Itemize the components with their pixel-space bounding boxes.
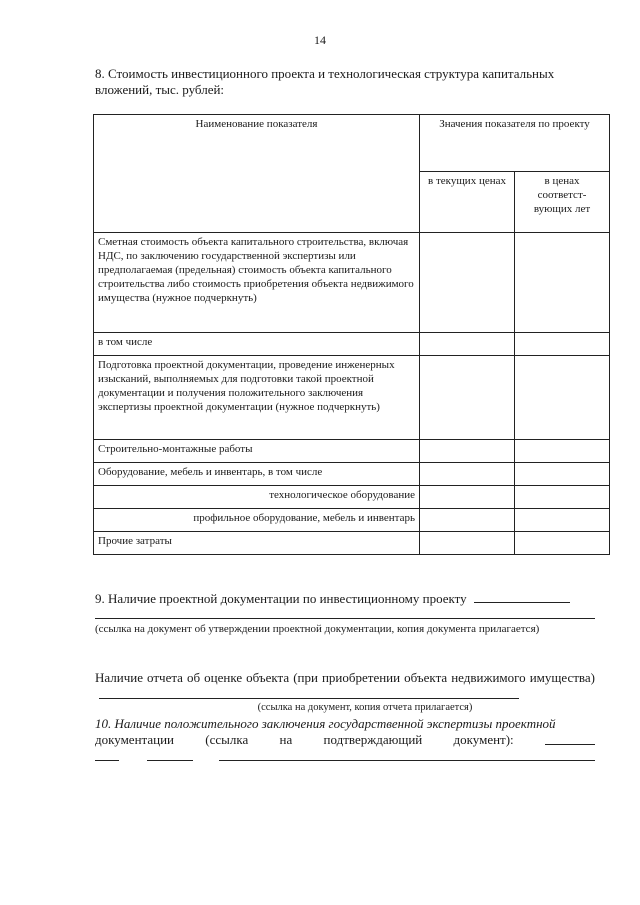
table-row xyxy=(94,463,610,486)
row-label-design-docs: Подготовка проектной документации, проведение инженерных изысканий, выполняемых для подготовки такой проектной документации и получения положительного заключения экспертизы проектной документации (нужное подчеркнуть) xyxy=(94,356,420,440)
report-note: (ссылка на документ, копия отчета прилагается) xyxy=(257,702,473,713)
section-9-note: (ссылка на документ об утверждении проектной документации, копия документа прилагается) xyxy=(95,623,540,635)
table-row xyxy=(94,532,610,555)
section-10-word: документ): xyxy=(453,732,514,747)
section-9-fill-line[interactable] xyxy=(95,618,595,619)
cell-period xyxy=(515,356,610,440)
report-paragraph xyxy=(95,670,595,703)
section-9 xyxy=(95,590,595,607)
cell-period xyxy=(515,463,610,486)
table-row xyxy=(94,486,610,509)
cell-current xyxy=(420,233,515,333)
cell-current xyxy=(420,333,515,356)
row-label-equipment: Оборудование, мебель и инвентарь, в том числе xyxy=(94,463,420,486)
cell-period xyxy=(515,333,610,356)
table-row xyxy=(94,356,610,440)
cell-period xyxy=(515,440,610,463)
section-8-heading: 8. Стоимость инвестиционного проекта и технологическая структура капитальных вложений, тыс. рублей: xyxy=(95,66,555,97)
report-text: Наличие отчета об оценке объекта (при приобретении объекта недвижимого имущества) xyxy=(95,670,595,685)
row-label-including: в том числе xyxy=(94,333,420,356)
section-10-title: 10. Наличие положительного заключения государственной экспертизы проектной xyxy=(95,716,556,731)
cell-current xyxy=(420,463,515,486)
column-header-period-prices: в ценах соответст-вующих лет xyxy=(515,172,610,233)
cell-current xyxy=(420,486,515,509)
section-10-blank-field[interactable] xyxy=(545,732,595,745)
cell-current xyxy=(420,440,515,463)
cell-period xyxy=(515,509,610,532)
cell-current xyxy=(420,509,515,532)
row-label-tech-equipment: технологическое оборудование xyxy=(94,486,420,509)
section-10-word: на xyxy=(279,732,293,747)
row-label-construction: Строительно-монтажные работы xyxy=(94,440,420,463)
section-10-word: подтверждающий xyxy=(323,732,423,747)
cell-period xyxy=(515,233,610,333)
table-row xyxy=(94,440,610,463)
table-row xyxy=(94,233,610,333)
column-header-values: Значения показателя по проекту xyxy=(420,115,610,172)
section-10 xyxy=(95,716,595,748)
cell-current xyxy=(420,356,515,440)
table-row xyxy=(94,333,610,356)
row-label-profile-equipment: профильное оборудование, мебель и инвентарь xyxy=(94,509,420,532)
section-10-line xyxy=(95,732,595,748)
indicators-table xyxy=(93,114,610,555)
page-number: 14 xyxy=(314,33,326,47)
cell-period xyxy=(515,486,610,509)
row-label-other-costs: Прочие затраты xyxy=(94,532,420,555)
section-9-blank-field[interactable] xyxy=(474,590,570,603)
column-header-current-prices: в текущих ценах xyxy=(420,172,515,233)
section-10-word: (ссылка xyxy=(205,732,249,747)
section-10-word: документации xyxy=(95,732,175,747)
row-label-estimated-cost: Сметная стоимость объекта капитального строительства, включая НДС, по заключению государственной экспертизы или предполагаемая (предельная) стоимость объекта капитального строительства либо стоимость приобретения объекта недвижимого имущества (нужное подчеркнуть) xyxy=(94,233,420,333)
section-10-fill-line[interactable] xyxy=(95,760,595,764)
report-blank-field[interactable] xyxy=(99,686,519,699)
cell-current xyxy=(420,532,515,555)
cell-period xyxy=(515,532,610,555)
column-header-name: Наименование показателя xyxy=(94,115,420,233)
section-9-title: 9. Наличие проектной документации по инвестиционному проекту xyxy=(95,591,467,606)
table-row xyxy=(94,509,610,532)
